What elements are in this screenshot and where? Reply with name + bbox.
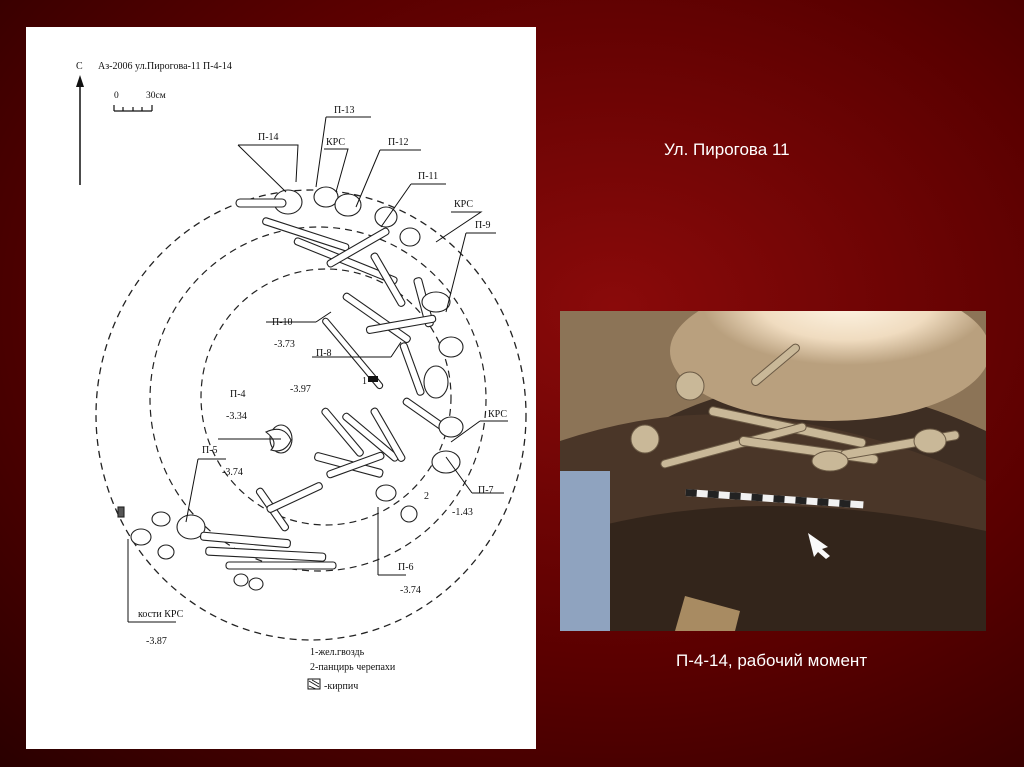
scale-zero: 0 xyxy=(114,91,119,101)
north-arrow-icon xyxy=(76,75,84,87)
label-krs-top: КРС xyxy=(326,137,346,148)
legend-item-brick: -кирпич xyxy=(324,681,359,692)
label-p8: П-8 xyxy=(316,348,332,359)
label-p5: П-5 xyxy=(202,445,218,456)
label-p10-depth: -3.73 xyxy=(274,339,295,350)
legend-item-nail: 1-жел.гвоздь xyxy=(310,647,365,658)
label-p4: П-4 xyxy=(230,389,246,400)
label-p10: П-10 xyxy=(272,317,293,328)
label-p9: П-9 xyxy=(475,220,491,231)
scale-bar xyxy=(114,105,152,111)
skeleton-cluster-right xyxy=(255,397,463,532)
label-p6-depth: -3.74 xyxy=(400,585,421,596)
label-bones-krs: кости КРС xyxy=(138,609,184,620)
nail-marker-icon xyxy=(368,376,378,382)
excavation-plan xyxy=(26,27,536,749)
label-bones-depth: -3.87 xyxy=(146,636,167,647)
excavation-photo xyxy=(560,311,986,631)
label-marker-2: 2 xyxy=(424,491,429,502)
plan-header: Аз-2006 ул.Пирогова-11 П-4-14 xyxy=(98,61,232,72)
label-krs-mid: КРС xyxy=(488,409,508,420)
label-marker-1: 1 xyxy=(362,376,367,387)
person-leg xyxy=(560,471,610,631)
legend-item-turtle: 2-панцирь черепахи xyxy=(310,662,396,673)
label-p7: П-7 xyxy=(478,485,494,496)
label-p13: П-13 xyxy=(334,105,355,116)
pit-outline-outer xyxy=(96,190,526,640)
label-p5-depth: -3.74 xyxy=(222,467,243,478)
slide-title: Ул. Пирогова 11 xyxy=(664,140,790,159)
label-krs-right: КРС xyxy=(454,199,474,210)
scale-end: 30см xyxy=(146,91,166,101)
skeleton-cluster-bottom xyxy=(118,482,336,590)
label-p11: П-11 xyxy=(418,171,439,182)
label-p7-depth: -1.43 xyxy=(452,507,473,518)
label-p4-depth: -3.34 xyxy=(226,411,247,422)
photo-scene xyxy=(560,311,986,631)
label-p14: П-14 xyxy=(258,132,279,143)
plan-drawing xyxy=(26,27,536,749)
label-p6: П-6 xyxy=(398,562,414,573)
label-depth-center: -3.97 xyxy=(290,384,311,395)
north-label: С xyxy=(76,61,83,72)
skeleton-cluster-top xyxy=(236,187,463,398)
photo-caption: П-4-14, рабочий момент xyxy=(676,651,868,670)
label-p12: П-12 xyxy=(388,137,409,148)
